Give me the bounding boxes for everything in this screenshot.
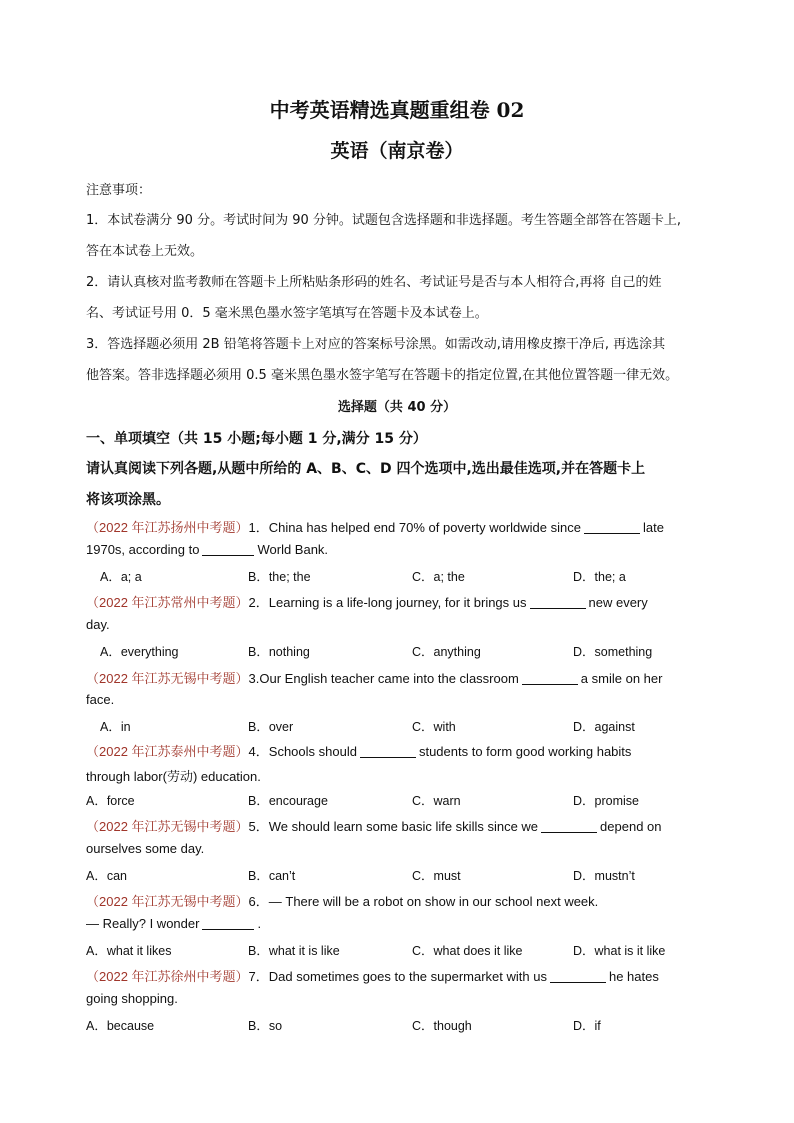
option-d: D．something	[573, 645, 653, 659]
option-b: B．nothing	[248, 645, 310, 659]
notice-1-line-2: 答在本试卷上无效。	[86, 244, 204, 259]
option-a: A．a; a	[100, 570, 142, 584]
notice-label: 注意事项：	[86, 183, 152, 198]
notice-2-line-1: 2．请认真核对监考教师在答题卡上所粘贴条形码的姓名、考试证号是否与本人相符合,再将 自己的姓	[86, 275, 662, 290]
option-b: B．the; the	[248, 570, 311, 584]
answer-blank	[550, 970, 606, 983]
option-b: B．can’t	[248, 869, 296, 883]
option-d: D．the; a	[573, 570, 626, 584]
question-2-line-1: （2022 年江苏常州中考题）2．Learning is a life-long journey, for it brings us new every	[86, 595, 648, 610]
answer-blank	[584, 521, 640, 534]
question-1-line-1: （2022 年江苏扬州中考题）1．China has helped end 70% of poverty worldwide since late	[86, 520, 664, 535]
option-c: C．anything	[412, 645, 481, 659]
option-b: B．what it is like	[248, 944, 340, 958]
option-a: A．can	[86, 869, 127, 883]
page-title: 中考英语精选真题重组卷 02	[269, 98, 525, 122]
question-source: （2022 年江苏徐州中考题）	[86, 969, 249, 984]
question-3-line-2: face.	[86, 692, 115, 707]
question-2-line-2: day.	[86, 617, 110, 632]
question-1-line-2: 1970s, according to World Bank.	[86, 542, 329, 557]
option-d: D．what is it like	[573, 944, 666, 958]
option-a: A．because	[86, 1019, 155, 1033]
option-c: C．must	[412, 869, 461, 883]
question-7-line-2: going shopping.	[86, 991, 178, 1006]
option-a: A．force	[86, 794, 135, 808]
option-c: C．what does it like	[412, 944, 523, 958]
question-source: （2022 年江苏无锡中考题）	[86, 819, 249, 834]
question-4-line-2: through labor(劳动) education.	[86, 769, 261, 784]
question-6-line-2: — Really? I wonder .	[86, 916, 262, 931]
question-5-line-1: （2022 年江苏无锡中考题）5．We should learn some basic life skills since we depend on	[86, 819, 662, 834]
answer-blank	[522, 672, 578, 685]
answer-blank	[202, 917, 254, 930]
notice-3-line-1: 3．答选择题必须用 2B 铅笔将答题卡上对应的答案标号涂黑。如需改动,请用橡皮擦干净后, 再选涂其	[86, 337, 666, 352]
question-6-line-1: （2022 年江苏无锡中考题）6．— There will be a robot on show in our school next week.	[86, 894, 599, 909]
question-source: （2022 年江苏常州中考题）	[86, 595, 249, 610]
option-c: C．though	[412, 1019, 472, 1033]
option-a: A．what it likes	[86, 944, 172, 958]
option-d: D．if	[573, 1019, 601, 1033]
answer-blank	[202, 543, 254, 556]
option-d: D．promise	[573, 794, 639, 808]
question-source: （2022 年江苏扬州中考题）	[86, 520, 249, 535]
option-b: B．encourage	[248, 794, 328, 808]
instructions-line-2: 将该项涂黑。	[86, 492, 170, 508]
option-b: B．over	[248, 720, 294, 734]
option-d: D．mustn’t	[573, 869, 635, 883]
question-7-line-1: （2022 年江苏徐州中考题）7．Dad sometimes goes to the supermarket with us he hates	[86, 969, 659, 984]
notice-2-line-2: 名、考试证号用 0．5 毫米黑色墨水签字笔填写在答题卡及本试卷上。	[86, 306, 488, 321]
part-heading: 一、单项填空（共 15 小题;每小题 1 分,满分 15 分）	[86, 431, 427, 447]
question-source: （2022 年江苏无锡中考题）	[86, 671, 249, 686]
question-5-line-2: ourselves some day.	[86, 841, 205, 856]
answer-blank	[541, 820, 597, 833]
option-c: C．a; the	[412, 570, 465, 584]
answer-blank	[530, 596, 586, 609]
notice-3-line-2: 他答案。答非选择题必须用 0.5 毫米黑色墨水签字笔写在答题卡的指定位置,在其他位置答题一律无效。	[86, 368, 679, 383]
question-3-line-1: （2022 年江苏无锡中考题）3.Our English teacher came into the classroom a smile on her	[86, 671, 663, 686]
option-a: A．in	[100, 720, 131, 734]
option-a: A．everything	[100, 645, 179, 659]
answer-blank	[360, 745, 416, 758]
question-source: （2022 年江苏泰州中考题）	[86, 744, 249, 759]
option-d: D．against	[573, 720, 635, 734]
instructions-line-1: 请认真阅读下列各题,从题中所给的 A、B、C、D 四个选项中,选出最佳选项,并在答题卡上	[86, 461, 646, 477]
question-source: （2022 年江苏无锡中考题）	[86, 894, 249, 909]
section-heading: 选择题（共 40 分）	[337, 400, 457, 415]
notice-1-line-1: 1．本试卷满分 90 分。考试时间为 90 分钟。试题包含选择题和非选择题。考生答题全部答在答题卡上,	[86, 213, 682, 228]
question-4-line-1: （2022 年江苏泰州中考题）4．Schools should students to form good working habits	[86, 744, 632, 759]
option-c: C．with	[412, 720, 456, 734]
page-subtitle: 英语（南京卷）	[330, 140, 464, 162]
option-b: B．so	[248, 1019, 283, 1033]
option-c: C．warn	[412, 794, 461, 808]
